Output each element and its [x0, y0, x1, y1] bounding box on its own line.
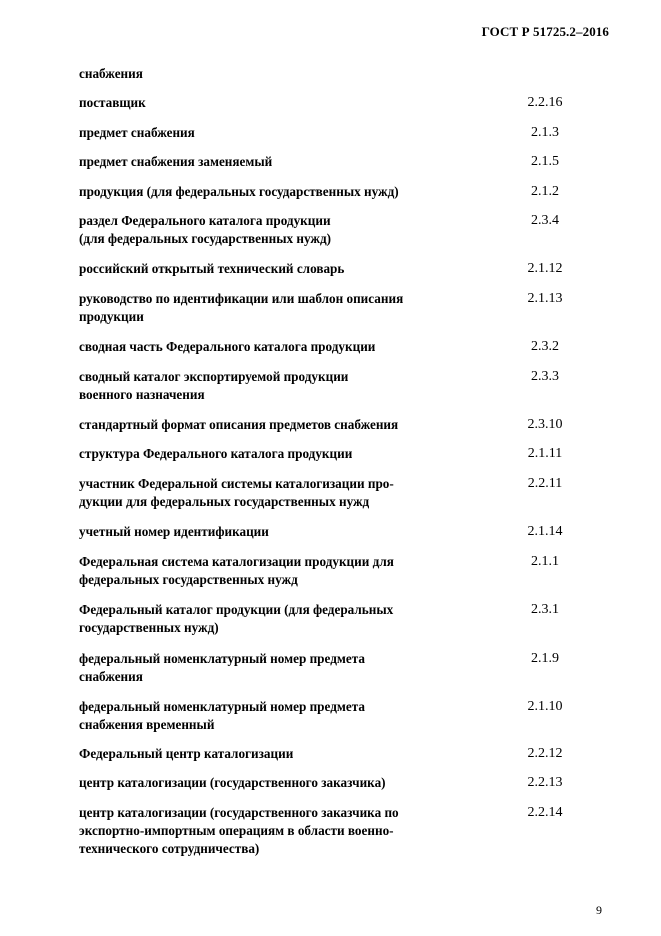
entry-code: 2.1.12 — [527, 261, 563, 276]
entry-code: 2.3.10 — [527, 417, 563, 432]
entry-term: поставщик — [79, 95, 146, 110]
entry-code: 2.1.5 — [531, 154, 559, 169]
entry-code: 2.1.1 — [531, 554, 559, 569]
entry-code: 2.2.11 — [527, 476, 563, 491]
entry-code: 2.3.3 — [531, 369, 559, 384]
entry-term: Федеральный каталог продукции (для федеральных государственных нужд) — [79, 602, 394, 635]
entry-term: участник Федеральной системы каталогизации про- дукции для федеральных государственных нужд — [79, 476, 394, 509]
entry-term: продукция (для федеральных государственных нужд) — [79, 184, 399, 199]
entry-code: 2.1.13 — [527, 291, 563, 306]
entry-term: сводный каталог экспортируемой продукции военного назначения — [79, 369, 349, 402]
entry-term: сводная часть Федерального каталога продукции — [79, 339, 376, 354]
entry-code: 2.3.2 — [531, 339, 559, 354]
entry-term: российский открытый технический словарь — [79, 261, 345, 276]
entry-term: снабжения — [79, 66, 143, 81]
entry-term: раздел Федерального каталога продукции (для федеральных государственных нужд) — [79, 213, 332, 246]
entry-code: 2.2.14 — [527, 805, 563, 820]
entry-term: центр каталогизации (государственного заказчика по экспортно-импортным операциям в области военно- технического сотрудничества) — [79, 805, 399, 856]
entry-code: 2.1.10 — [527, 699, 563, 714]
entry-code: 2.1.3 — [531, 125, 559, 140]
entry-code: 2.1.9 — [531, 651, 559, 666]
entry-term: структура Федерального каталога продукции — [79, 446, 353, 461]
entry-term: Федеральная система каталогизации продукции для федеральных государственных нужд — [79, 554, 394, 587]
entry-code: 2.2.16 — [527, 95, 563, 110]
page-number: 9 — [596, 903, 602, 917]
entry-term: предмет снабжения заменяемый — [79, 154, 273, 169]
entry-code: 2.3.1 — [531, 602, 559, 617]
entry-code: 2.2.13 — [527, 775, 563, 790]
entry-term: стандартный формат описания предметов снабжения — [79, 417, 399, 432]
entry-term: учетный номер идентификации — [79, 524, 269, 539]
entry-code: 2.3.4 — [531, 213, 559, 228]
entry-term: Федеральный центр каталогизации — [79, 746, 294, 761]
entry-term: предмет снабжения — [79, 125, 195, 140]
entry-code: 2.2.12 — [527, 746, 563, 761]
entry-code: 2.1.2 — [531, 184, 559, 199]
entry-term: федеральный номенклатурный номер предмета снабжения временный — [79, 699, 365, 732]
entry-term: руководство по идентификации или шаблон описания продукции — [79, 291, 404, 324]
entry-code: 2.1.11 — [527, 446, 563, 461]
entry-code: 2.1.14 — [527, 524, 563, 539]
entry-term: федеральный номенклатурный номер предмета снабжения — [79, 651, 365, 684]
entry-term: центр каталогизации (государственного заказчика) — [79, 775, 386, 790]
document-header: ГОСТ Р 51725.2–2016 — [481, 24, 609, 39]
